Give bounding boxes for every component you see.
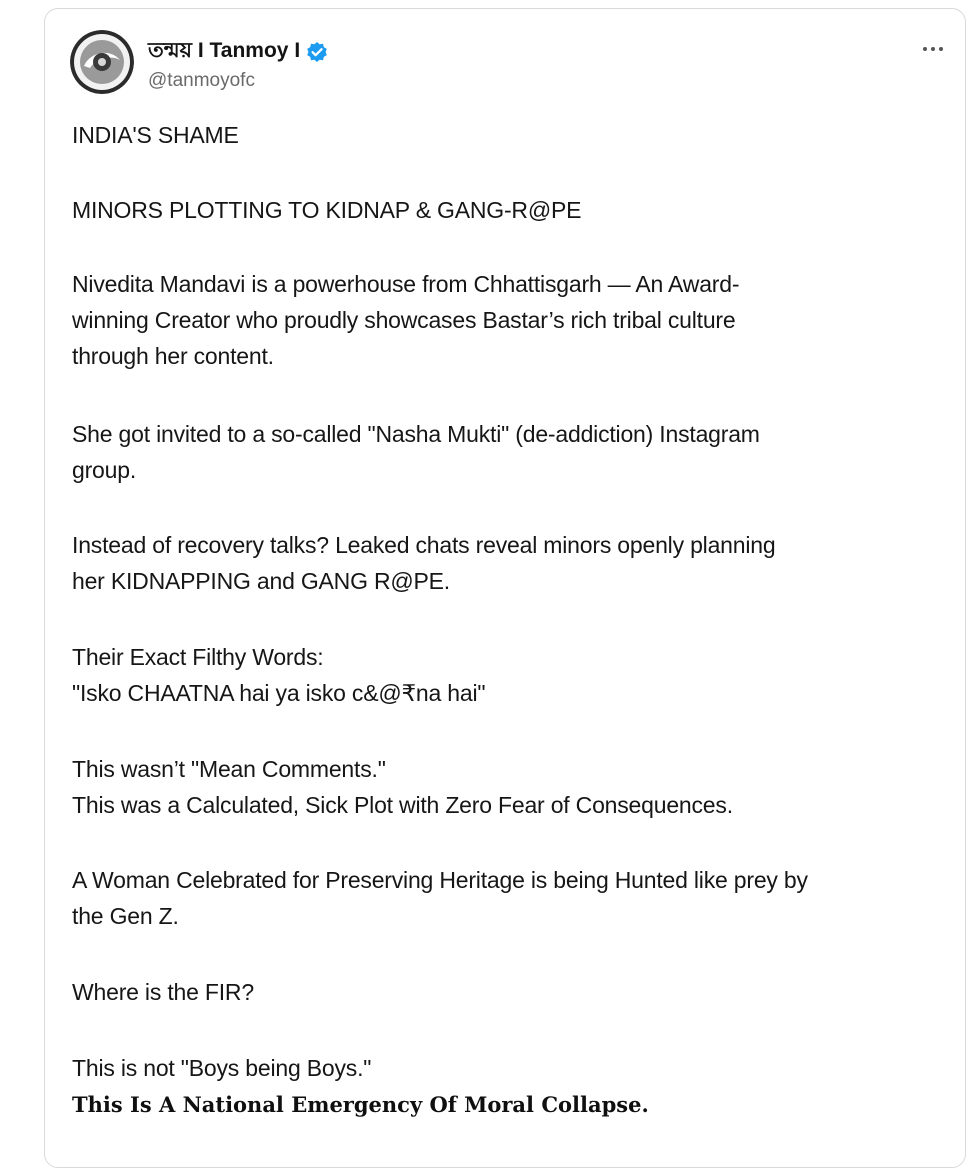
post-closing-line: This Is A National Emergency Of Moral Collapse. (72, 1092, 649, 1117)
post-paragraph-line: winning Creator who proudly showcases Bastar’s rich tribal culture (72, 307, 736, 333)
more-options-icon[interactable] (910, 38, 956, 60)
post-paragraph-line: This wasn’t "Mean Comments." (72, 756, 386, 782)
verified-badge-icon (306, 41, 328, 63)
more-dot (939, 47, 943, 51)
more-dot (923, 47, 927, 51)
post-paragraph-line: group. (72, 457, 137, 483)
post-paragraph-line: This is not "Boys being Boys." (72, 1055, 372, 1081)
post-quote-line: "Isko CHAATNA hai ya isko c&@₹na hai" (72, 680, 486, 706)
author-name[interactable] (148, 34, 328, 69)
post-paragraph-line: the Gen Z. (72, 903, 179, 929)
more-dot (931, 47, 935, 51)
post-paragraph-line: through her content. (72, 343, 274, 369)
post-paragraph-line: Instead of recovery talks? Leaked chats reveal minors openly planning (72, 532, 776, 558)
author-display-name: তন্ময় I Tanmoy I (148, 39, 301, 62)
post-heading: INDIA'S SHAME (72, 122, 239, 148)
post-paragraph-line: This was a Calculated, Sick Plot with Zero Fear of Consequences. (72, 792, 733, 818)
avatar[interactable] (70, 30, 134, 94)
post-paragraph-line: her KIDNAPPING and GANG R@PE. (72, 568, 451, 594)
author-handle[interactable]: @tanmoyofc (148, 70, 255, 91)
post-paragraph-line: Nivedita Mandavi is a powerhouse from Chhattisgarh — An Award- (72, 271, 740, 297)
post-paragraph-line: She got invited to a so-called "Nasha Mukti" (de-addiction) Instagram (72, 421, 760, 447)
circular-logo-avatar-icon (70, 30, 134, 94)
post-paragraph-line: Where is the FIR? (72, 979, 254, 1005)
post-paragraph-line: A Woman Celebrated for Preserving Heritage is being Hunted like prey by (72, 867, 808, 893)
post-subheading: MINORS PLOTTING TO KIDNAP & GANG-R@PE (72, 197, 582, 223)
post-paragraph-line: Their Exact Filthy Words: (72, 644, 324, 670)
